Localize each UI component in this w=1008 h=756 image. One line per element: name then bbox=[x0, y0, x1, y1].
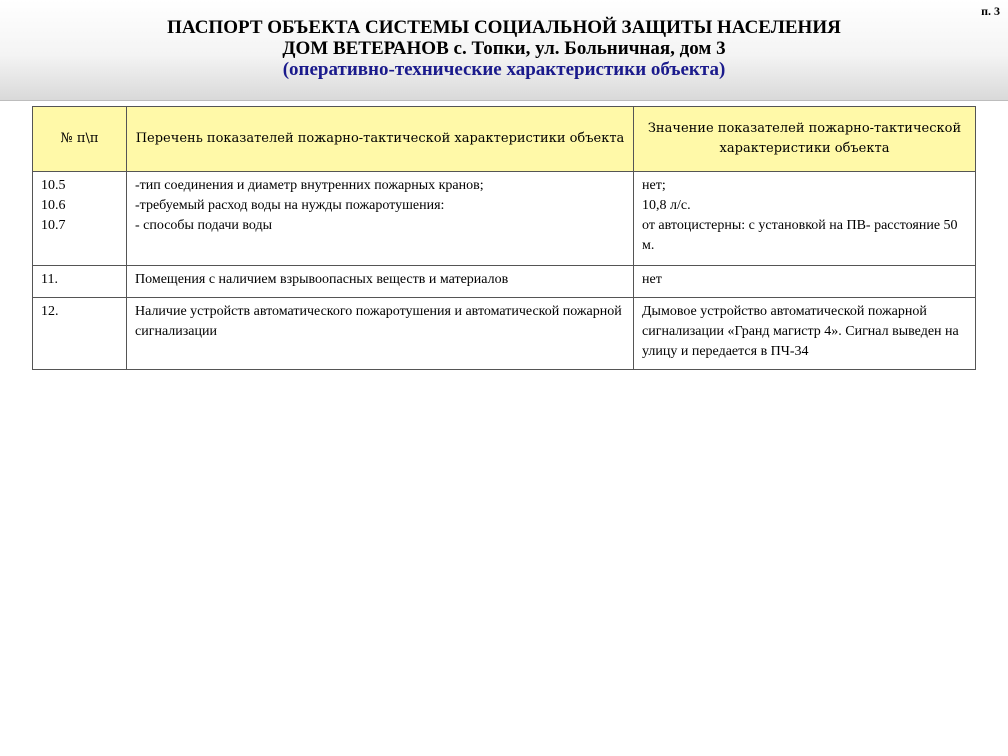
row-indicator: -тип соединения и диаметр внутренних пожарных кранов; -требуемый расход воды на нужды пожаротушения: - способы подачи воды bbox=[127, 172, 634, 266]
row-value: Дымовое устройство автоматической пожарной сигнализации «Гранд магистр 4». Сигнал выведен на улицу и передается в ПЧ-34 bbox=[634, 298, 976, 370]
title-line-2: ДОМ ВЕТЕРАНОВ с. Топки, ул. Больничная, дом 3 bbox=[282, 38, 726, 59]
page-number: п. 3 bbox=[981, 4, 1000, 18]
row-indicator: Наличие устройств автоматического пожаротушения и автоматической пожарной сигнализации bbox=[127, 298, 634, 370]
slide-header bbox=[0, 0, 1008, 101]
header-indicator: Перечень показателей пожарно-тактической характеристики объекта bbox=[127, 107, 634, 172]
characteristics-table bbox=[32, 106, 976, 370]
row-indicator: Помещения с наличием взрывоопасных веществ и материалов bbox=[127, 266, 634, 298]
table-row bbox=[33, 298, 976, 370]
table-row bbox=[33, 266, 976, 298]
row-num: 10.5 10.6 10.7 bbox=[33, 172, 127, 266]
row-value: нет bbox=[634, 266, 976, 298]
row-num: 12. bbox=[33, 298, 127, 370]
page-title bbox=[0, 17, 1008, 80]
title-line-1: ПАСПОРТ ОБЪЕКТА СИСТЕМЫ СОЦИАЛЬНОЙ ЗАЩИТЫ НАСЕЛЕНИЯ bbox=[167, 17, 841, 38]
row-num: 11. bbox=[33, 266, 127, 298]
row-value: нет; 10,8 л/с. от автоцистерны: с установкой на ПВ- расстояние 50 м. bbox=[634, 172, 976, 266]
title-line-3: (оперативно-технические характеристики объекта) bbox=[282, 59, 726, 80]
header-num: № п\п bbox=[33, 107, 127, 172]
table-row bbox=[33, 172, 976, 266]
table-header-row bbox=[33, 107, 976, 172]
header-value: Значение показателей пожарно-тактической характеристики объекта bbox=[634, 107, 976, 172]
